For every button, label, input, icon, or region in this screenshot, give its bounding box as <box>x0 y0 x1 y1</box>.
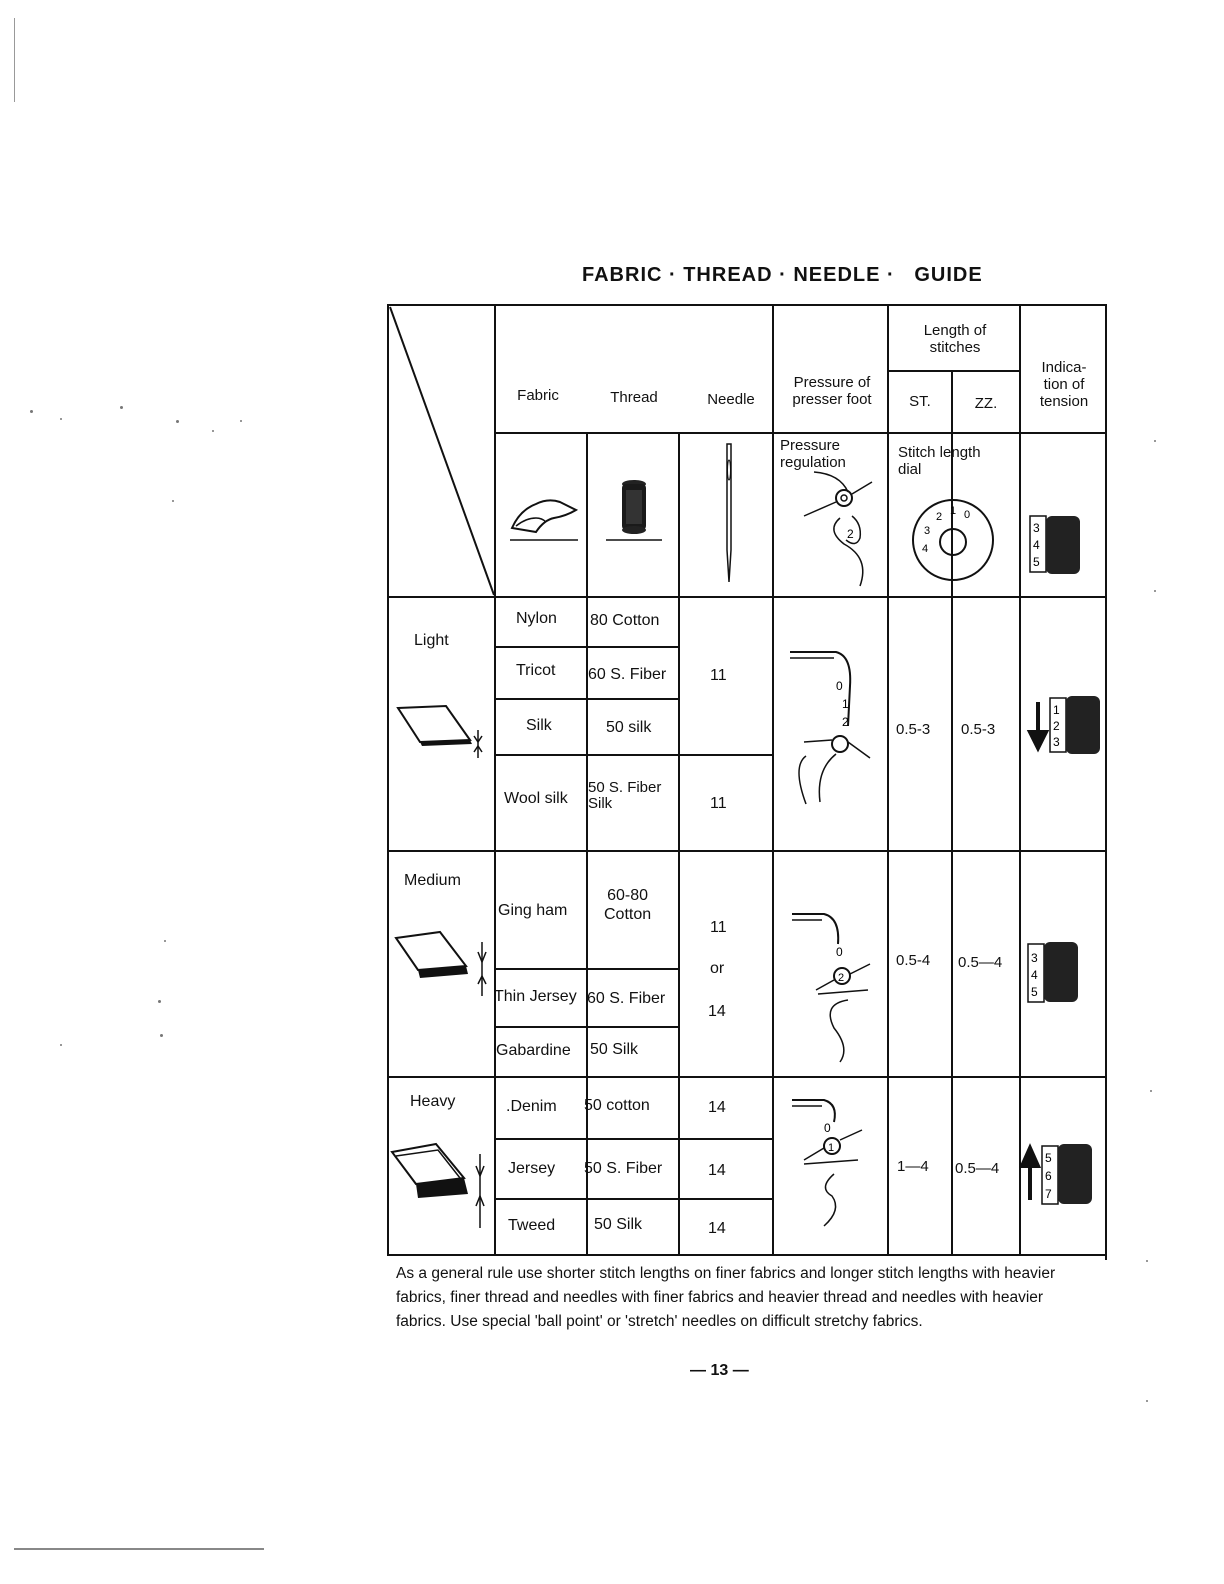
svg-text:6: 6 <box>1045 1169 1052 1183</box>
table-row-thread: 60-80 Cotton <box>604 887 652 923</box>
table-row-thread: 50 Silk <box>590 1041 639 1058</box>
header-pressure-regulation: Pressure regulation <box>780 437 846 471</box>
svg-text:1: 1 <box>1053 703 1060 717</box>
tension-light-icon <box>1024 692 1104 758</box>
st-value: 0.5-4 <box>896 952 931 969</box>
header-thread: Thread <box>610 389 658 406</box>
st-value: 0.5-3 <box>896 721 931 738</box>
fabric-icon <box>506 488 580 544</box>
table-row-thread: 60 S. Fiber <box>588 666 667 683</box>
needle-size: or <box>710 960 725 977</box>
needle-size: 11 <box>710 795 727 812</box>
needle-size: 14 <box>708 1162 726 1179</box>
needle-icon <box>718 440 740 586</box>
dial-number: 0 <box>964 509 971 521</box>
page-number: — 13 — <box>690 1362 749 1379</box>
zz-value: 0.5—4 <box>958 954 1003 971</box>
tension-dial-icon <box>1028 512 1084 578</box>
zz-value: 0.5—4 <box>955 1160 1000 1177</box>
table-row-thread: 50 silk <box>606 719 652 736</box>
pressure-heavy-icon <box>788 1092 878 1232</box>
table-row-thread: 50 S. Fiber <box>584 1160 663 1177</box>
dial-number: 4 <box>922 543 929 555</box>
general-rule-note: As a general rule use shorter stitch lengths on finer fabrics and longer stitch lengths with heavier fabrics, finer thread and needles with finer fabrics and heavier thread and needles with heavier fabrics. Use special 'ball point' or 'stretch' needles on difficult stretchy fabrics. <box>396 1265 1056 1330</box>
page-title: FABRIC · THREAD · NEEDLE · GUIDE <box>582 264 983 286</box>
header-tension: Indica- tion of tension <box>1039 359 1089 410</box>
svg-text:2: 2 <box>842 715 849 729</box>
pressure-regulator-icon <box>800 468 884 592</box>
table-row-fabric: .Denim <box>506 1098 557 1115</box>
svg-text:0: 0 <box>836 945 843 959</box>
header-pressure: Pressure of presser foot <box>792 374 872 408</box>
needle-size: 14 <box>708 1220 726 1237</box>
svg-text:4: 4 <box>1033 538 1040 552</box>
header-length-of-stitches: Length of stitches <box>923 322 987 356</box>
needle-size: 14 <box>708 1099 726 1116</box>
weight-label-heavy: Heavy <box>410 1093 456 1110</box>
svg-text:5: 5 <box>1031 985 1038 999</box>
table-row-fabric: Tricot <box>516 662 556 679</box>
dial-number: 3 <box>924 525 931 537</box>
weight-label-medium: Medium <box>404 872 461 889</box>
header-zz: ZZ. <box>974 395 998 412</box>
svg-text:1: 1 <box>828 1142 835 1154</box>
needle-size: 14 <box>708 1003 726 1020</box>
pressure-medium-icon <box>788 908 878 1064</box>
table-row-fabric: Jersey <box>508 1160 556 1177</box>
header-diagonal <box>388 305 496 597</box>
zz-value: 0.5-3 <box>961 721 996 738</box>
svg-text:2: 2 <box>838 972 845 984</box>
svg-text:4: 4 <box>1031 968 1038 982</box>
header-st: ST. <box>909 393 931 410</box>
table-row-fabric: Tweed <box>508 1217 556 1234</box>
svg-text:3: 3 <box>1053 735 1060 749</box>
svg-text:5: 5 <box>1045 1151 1052 1165</box>
table-row-fabric: Wool silk <box>504 790 568 807</box>
table-row-thread: 50 S. Fiber Silk <box>588 779 662 812</box>
light-fabric-icon <box>394 700 490 762</box>
weight-label-light: Light <box>414 632 449 649</box>
table-row-thread: 50 cotton <box>584 1097 650 1114</box>
table-row-fabric: Ging ham <box>498 902 568 919</box>
pressure-mark-2: 2 <box>847 527 854 541</box>
tension-medium-icon <box>1026 938 1082 1006</box>
table-row-thread: 80 Cotton <box>590 612 660 629</box>
svg-text:5: 5 <box>1033 555 1040 569</box>
svg-text:0: 0 <box>836 679 843 693</box>
svg-text:2: 2 <box>1053 719 1060 733</box>
stitch-length-dial-icon <box>910 496 996 584</box>
heavy-fabric-icon <box>388 1140 488 1230</box>
tension-heavy-icon <box>1016 1140 1096 1208</box>
needle-size: 11 <box>710 667 727 684</box>
thread-spool-icon <box>604 478 664 544</box>
svg-text:3: 3 <box>1033 521 1040 535</box>
st-value: 1—4 <box>897 1158 929 1175</box>
svg-text:7: 7 <box>1045 1187 1052 1201</box>
header-needle: Needle <box>707 391 755 408</box>
svg-text:1: 1 <box>842 697 849 711</box>
needle-size: 11 <box>710 919 727 936</box>
header-stitch-length-dial: Stitch length dial <box>898 444 981 478</box>
table-row-fabric: Gabardine <box>496 1042 571 1059</box>
header-fabric: Fabric <box>517 387 559 404</box>
svg-text:0: 0 <box>824 1121 831 1135</box>
dial-number: 2 <box>936 511 943 523</box>
table-row-thread: 60 S. Fiber <box>587 990 666 1007</box>
medium-fabric-icon <box>392 926 490 998</box>
dial-number: 1 <box>950 505 957 517</box>
table-row-fabric: Silk <box>526 717 552 734</box>
pressure-light-icon <box>786 646 876 806</box>
table-row-fabric: Nylon <box>516 610 557 627</box>
svg-text:3: 3 <box>1031 951 1038 965</box>
table-row-fabric: Thin Jersey <box>494 988 577 1005</box>
table-row-thread: 50 Silk <box>594 1216 643 1233</box>
